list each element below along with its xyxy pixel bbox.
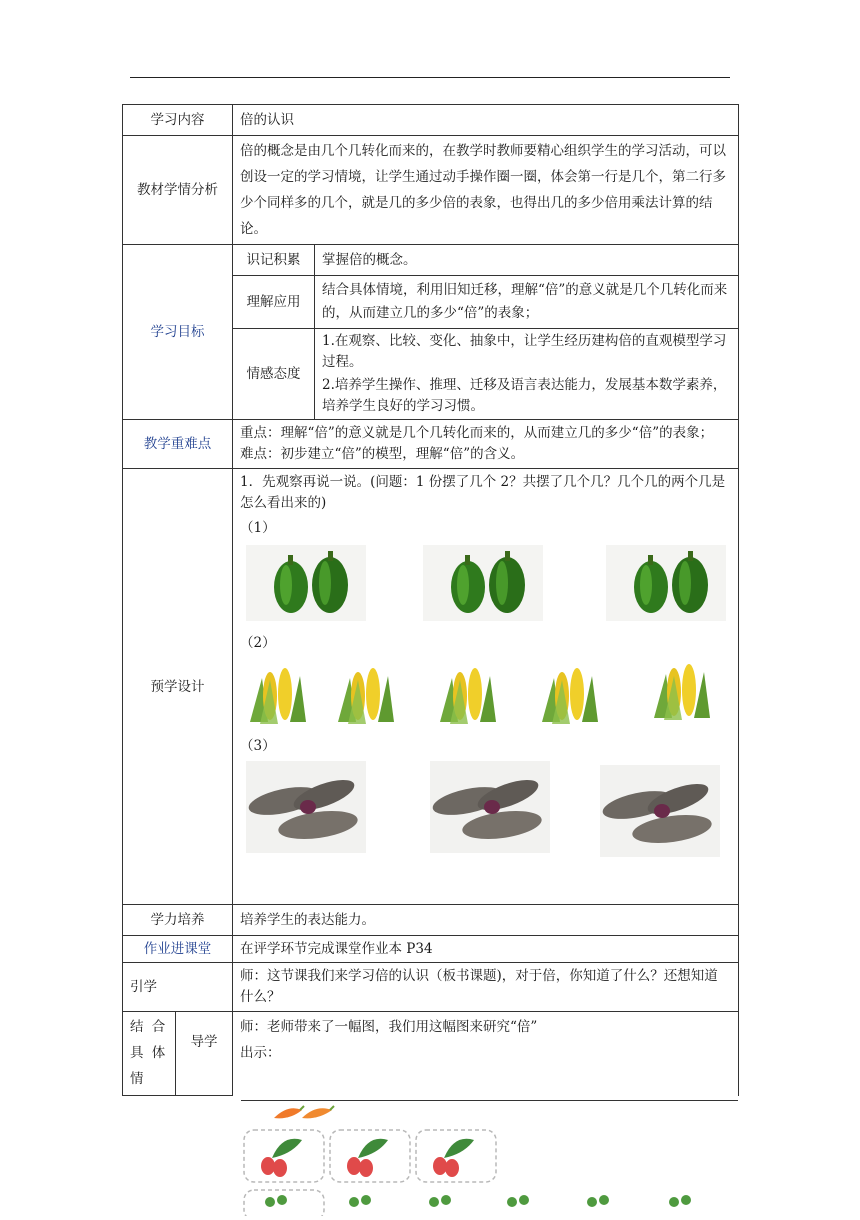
corn-image	[328, 660, 406, 730]
difficulty-hard: 难点：初步建立“倍”的模型，理解“倍”的含义。	[240, 446, 525, 462]
label-context: 结 合 具 体 情	[123, 1012, 176, 1096]
header-rule	[130, 77, 730, 78]
value-analysis: 倍的概念是由几个几转化而来的，在教学时教师要精心组织学生的学习活动，可以创设一定的学习情境，让学生通过动手操作圈一圈，体会第一行是几个，第二行多少个同样多的几个，就是几的多少倍的表象，也得出几的多少倍用乘法计算的结论。	[233, 136, 739, 245]
row-intro	[123, 963, 739, 1012]
carrot-radish-illustration	[242, 1098, 742, 1216]
sweet-potato-image	[246, 761, 366, 853]
label-intro: 引学	[123, 963, 233, 1012]
goal-text-attitude-2: 2.培养学生操作、推理、迁移及语言表达能力，发展基本数学素养，培养学生良好的学习习惯。	[322, 377, 727, 414]
goal-text-memory: 掌握倍的概念。	[315, 245, 739, 276]
prestudy-part-3: （3）	[240, 738, 276, 754]
goal-text-apply: 结合具体情境，利用旧知迁移，理解“倍”的意义就是几个几转化而来的，从而建立几的多少“倍”的表象；	[315, 276, 739, 329]
row-prestudy	[123, 469, 739, 905]
row-goal-1	[123, 245, 739, 276]
value-intro: 师：这节课我们来学习倍的认识（板书课题)，对于倍，你知道了什么？还想知道什么？	[233, 963, 739, 1012]
value-content: 倍的认识	[233, 105, 739, 136]
goal-label-memory: 识记积累	[233, 245, 315, 276]
row-analysis	[123, 136, 739, 245]
value-ability: 培养学生的表达能力。	[233, 905, 739, 936]
corn-image	[430, 660, 508, 730]
label-guide	[176, 1012, 233, 1096]
corn-image	[532, 660, 610, 730]
label-homework: 作业进课堂	[123, 936, 233, 963]
sweet-potato-image	[430, 761, 550, 853]
corn-row	[240, 656, 731, 734]
goal-label-apply: 理解应用	[233, 276, 315, 329]
row-ability	[123, 905, 739, 936]
corn-image	[240, 660, 318, 730]
label-goals: 学习目标	[123, 245, 233, 420]
label-content: 学习内容	[123, 105, 233, 136]
label-guide-text: 导学	[190, 1033, 218, 1050]
row-difficulty	[123, 420, 739, 469]
row-guide	[123, 1012, 739, 1096]
pepper-image	[246, 545, 366, 621]
sweet-potato-row	[240, 761, 731, 861]
row-homework	[123, 936, 739, 963]
label-ability: 学力培养	[123, 905, 233, 936]
label-analysis: 教材学情分析	[123, 136, 233, 245]
goal-label-attitude: 情感态度	[233, 329, 315, 420]
pepper-row	[240, 545, 731, 629]
difficulty-key: 重点：理解“倍”的意义就是几个几转化而来的，从而建立几的多少“倍”的表象；	[240, 425, 714, 441]
prestudy-part-2: （2）	[240, 635, 276, 651]
pepper-image	[606, 545, 726, 621]
guide-line-2: 出示：	[240, 1045, 281, 1061]
corn-image	[644, 656, 722, 726]
lesson-plan-table	[122, 104, 739, 1096]
table-bottom-border	[241, 1100, 738, 1101]
prestudy-part-1: （1）	[240, 520, 276, 536]
label-prestudy: 预学设计	[123, 469, 233, 905]
guide-line-1: 师：老师带来了一幅图，我们用这幅图来研究“倍”	[240, 1019, 538, 1035]
sweet-potato-image	[600, 765, 720, 857]
label-difficulty: 教学重难点	[123, 420, 233, 469]
row-content	[123, 105, 739, 136]
goal-text-attitude-1: 1.在观察、比较、变化、抽象中，让学生经历建构倍的直观模型学习过程。	[322, 333, 727, 370]
prestudy-question: 1．先观察再说一说。(问题：1 份摆了几个 2？共摆了几个几？几个几的两个几是怎么看出来的)	[240, 474, 726, 511]
pepper-image	[423, 545, 543, 621]
value-homework: 在评学环节完成课堂作业本 P34	[233, 936, 739, 963]
